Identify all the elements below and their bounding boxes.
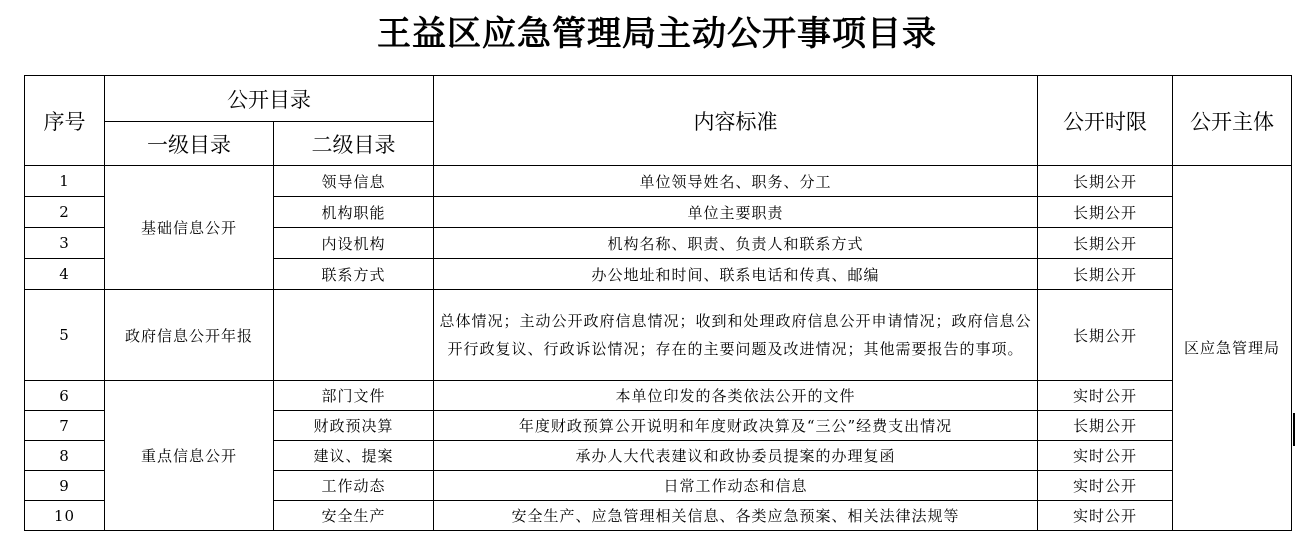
row-period: 实时公开 bbox=[1038, 471, 1173, 501]
page-title: 王益区应急管理局主动公开事项目录 bbox=[377, 14, 937, 54]
group-key-info: 重点信息公开 bbox=[105, 381, 274, 531]
row-period: 实时公开 bbox=[1038, 501, 1173, 531]
row-level2: 工作动态 bbox=[274, 471, 434, 501]
row-level2: 建议、提案 bbox=[274, 441, 434, 471]
row-content: 本单位印发的各类依法公开的文件 bbox=[434, 381, 1038, 411]
group-basic-info: 基础信息公开 bbox=[105, 166, 274, 290]
row-period: 长期公开 bbox=[1038, 197, 1173, 228]
row-seq: 8 bbox=[25, 441, 105, 471]
row-content: 日常工作动态和信息 bbox=[434, 471, 1038, 501]
header-seq: 序号 bbox=[25, 76, 105, 166]
row-seq: 6 bbox=[25, 381, 105, 411]
row-level2: 内设机构 bbox=[274, 228, 434, 259]
table-row bbox=[25, 381, 1292, 411]
row-seq: 5 bbox=[25, 290, 105, 381]
edge-divider bbox=[1293, 413, 1295, 446]
row-period: 实时公开 bbox=[1038, 381, 1173, 411]
row-content: 年度财政预算公开说明和年度财政决算及“三公”经费支出情况 bbox=[434, 411, 1038, 441]
row-seq: 3 bbox=[25, 228, 105, 259]
row-period: 长期公开 bbox=[1038, 228, 1173, 259]
row-period: 长期公开 bbox=[1038, 411, 1173, 441]
row-period: 长期公开 bbox=[1038, 259, 1173, 290]
row-level2: 机构职能 bbox=[274, 197, 434, 228]
row-seq: 4 bbox=[25, 259, 105, 290]
row-content: 机构名称、职责、负责人和联系方式 bbox=[434, 228, 1038, 259]
table-row bbox=[25, 166, 1292, 197]
row-level2: 财政预决算 bbox=[274, 411, 434, 441]
header-level1: 一级目录 bbox=[105, 122, 274, 166]
row-seq: 7 bbox=[25, 411, 105, 441]
row-content: 总体情况；主动公开政府信息情况；收到和处理政府信息公开申请情况；政府信息公开行政复议、行政诉讼情况；存在的主要问题及改进情况；其他需要报告的事项。 bbox=[434, 290, 1038, 381]
row-period: 实时公开 bbox=[1038, 441, 1173, 471]
row-level2: 领导信息 bbox=[274, 166, 434, 197]
row-period: 长期公开 bbox=[1038, 290, 1173, 381]
row-content: 办公地址和时间、联系电话和传真、邮编 bbox=[434, 259, 1038, 290]
row-seq: 9 bbox=[25, 471, 105, 501]
row-seq: 10 bbox=[25, 501, 105, 531]
header-period: 公开时限 bbox=[1038, 76, 1173, 166]
row-level2: 安全生产 bbox=[274, 501, 434, 531]
header-row-1 bbox=[25, 76, 1292, 122]
row-content: 安全生产、应急管理相关信息、各类应急预案、相关法律法规等 bbox=[434, 501, 1038, 531]
row-period: 长期公开 bbox=[1038, 166, 1173, 197]
header-content: 内容标准 bbox=[434, 76, 1038, 166]
row-level2: 联系方式 bbox=[274, 259, 434, 290]
header-level2: 二级目录 bbox=[274, 122, 434, 166]
row-level2: 部门文件 bbox=[274, 381, 434, 411]
group-annual-report: 政府信息公开年报 bbox=[105, 290, 274, 381]
row-content: 单位领导姓名、职务、分工 bbox=[434, 166, 1038, 197]
row-level2 bbox=[274, 290, 434, 381]
header-subject: 公开主体 bbox=[1173, 76, 1292, 166]
disclosure-catalog-table bbox=[24, 75, 1292, 531]
subject-cell: 区应急管理局 bbox=[1173, 166, 1292, 531]
row-seq: 1 bbox=[25, 166, 105, 197]
row-content: 单位主要职责 bbox=[434, 197, 1038, 228]
header-catalog: 公开目录 bbox=[105, 76, 434, 122]
row-seq: 2 bbox=[25, 197, 105, 228]
row-content: 承办人大代表建议和政协委员提案的办理复函 bbox=[434, 441, 1038, 471]
table-row bbox=[25, 290, 1292, 381]
